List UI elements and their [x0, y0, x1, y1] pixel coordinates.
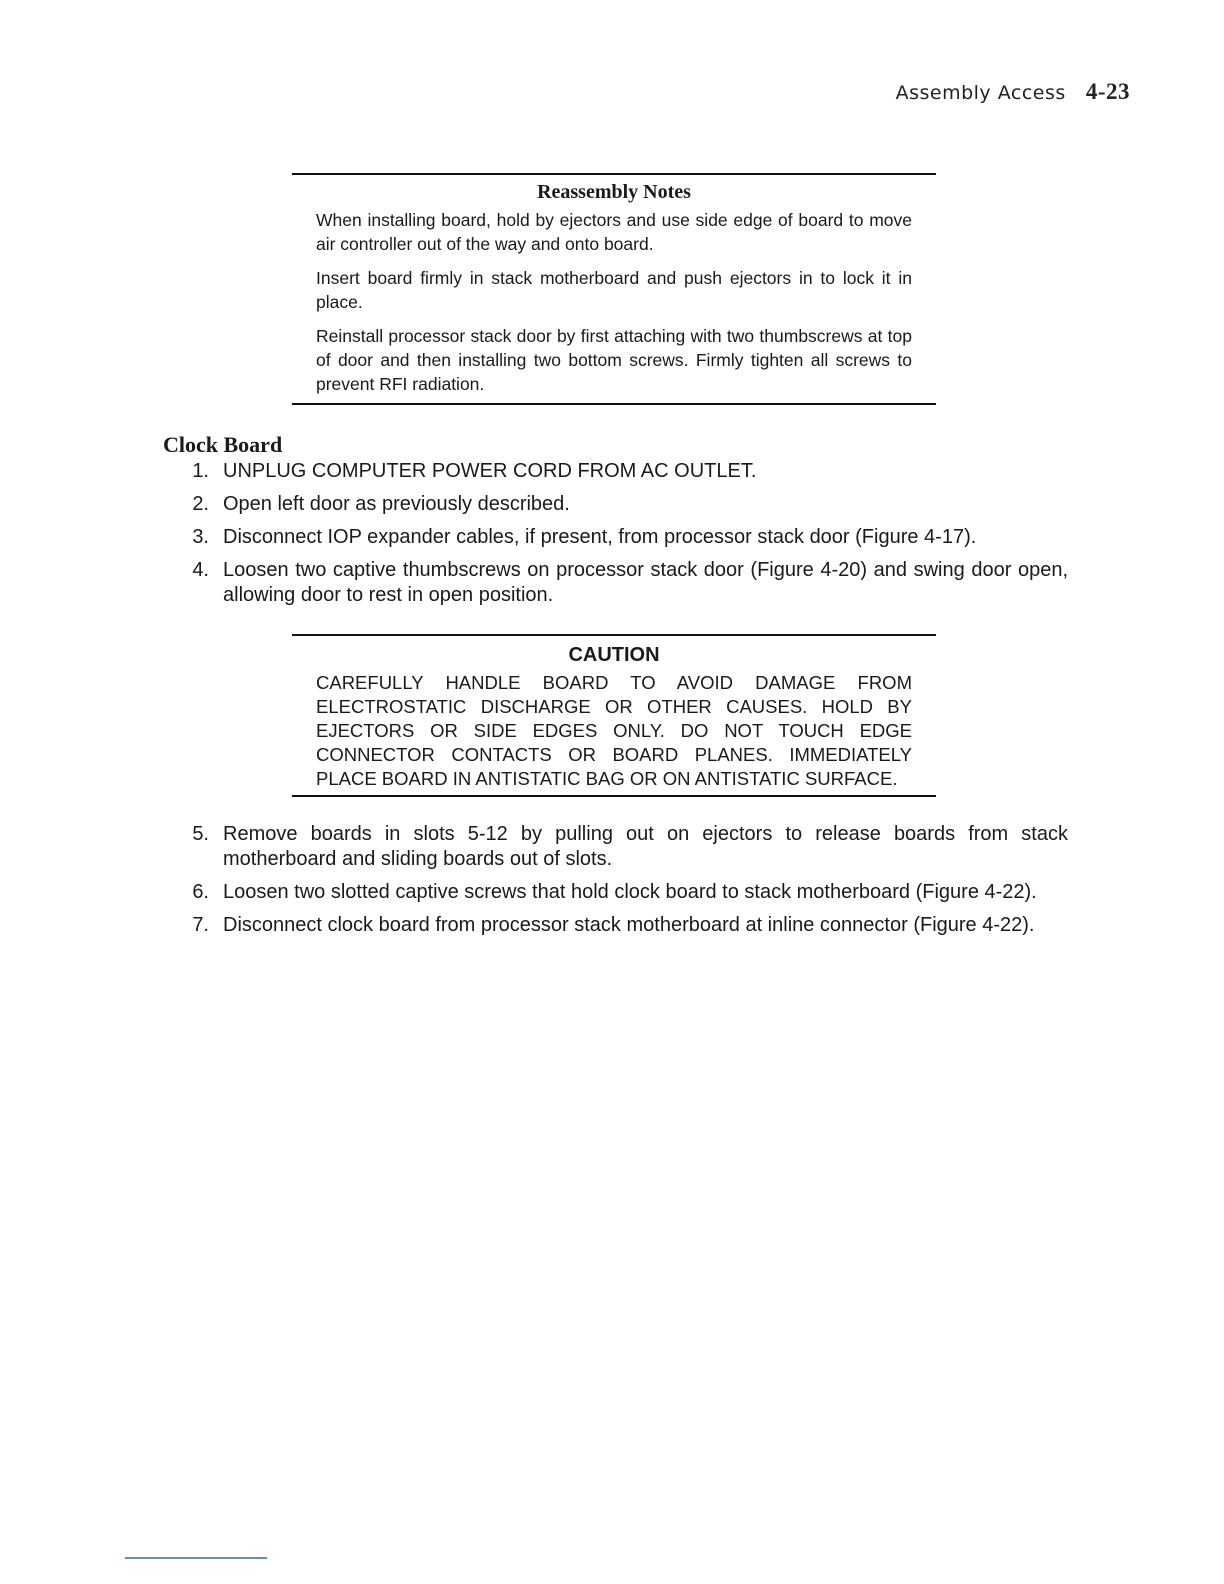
caution-title: CAUTION: [568, 644, 660, 666]
caution-text: CAREFULLY HANDLE BOARD TO AVOID DAMAGE FROM ELECTROSTATIC DISCHARGE OR OTHER CAUSES. HOLD BY EJECTORS OR SIDE EDGES ONLY. DO NOT TOUCH EDGE CONNECTOR CONTACTS OR BOARD PLANES. IMMEDIATELY PLACE BOARD IN ANTISTATIC BAG OR ON ANTISTATIC SURFACE.: [316, 672, 912, 789]
running-header-section: Assembly Access: [895, 82, 1066, 104]
step-text: Loosen two slotted captive screws that hold clock board to stack motherboard (Figure 4-22).: [223, 881, 1037, 903]
procedure-step: [163, 880, 1068, 905]
reassembly-note-paragraph: Reinstall processor stack door by first attaching with two thumbscrews at top of door and then installing two bottom screws. Firmly tighten all screws to prevent RFI radiation.: [316, 326, 912, 394]
page-number: 4-23: [1085, 79, 1130, 104]
page-header: [896, 79, 1130, 105]
procedure-steps-continued: [163, 822, 1068, 946]
procedure-step: [163, 525, 1068, 550]
step-text: UNPLUG COMPUTER POWER CORD FROM AC OUTLET.: [223, 460, 757, 482]
procedure-step: [163, 558, 1068, 608]
procedure-steps: [163, 459, 1068, 616]
reassembly-notes-box: [292, 173, 936, 405]
step-number: 5.: [192, 823, 209, 845]
section-heading: Clock Board: [163, 432, 283, 457]
step-text: Loosen two captive thumbscrews on processor stack door (Figure 4-20) and swing door open, allowing door to rest in open position.: [223, 559, 1068, 606]
procedure-step: [163, 822, 1068, 872]
step-number: 3.: [192, 526, 209, 548]
caution-box: [292, 634, 936, 797]
step-number: 2.: [192, 493, 209, 515]
step-text: Open left door as previously described.: [223, 493, 570, 515]
reassembly-note-paragraph: When installing board, hold by ejectors and use side edge of board to move air controller out of the way and onto board.: [316, 210, 912, 254]
footer-rule: [125, 1557, 267, 1559]
step-text: Disconnect IOP expander cables, if present, from processor stack door (Figure 4-17).: [223, 526, 977, 548]
procedure-step: [163, 459, 1068, 484]
reassembly-notes-title: Reassembly Notes: [537, 181, 691, 203]
procedure-step: [163, 492, 1068, 517]
step-number: 6.: [192, 881, 209, 903]
reassembly-note-paragraph: Insert board firmly in stack motherboard and push ejectors in to lock it in place.: [316, 268, 912, 312]
step-number: 7.: [192, 914, 209, 936]
step-text: Remove boards in slots 5-12 by pulling out on ejectors to release boards from stack motherboard and sliding boards out of slots.: [223, 823, 1068, 870]
procedure-step: [163, 913, 1068, 938]
step-text: Disconnect clock board from processor stack motherboard at inline connector (Figure 4-22).: [223, 914, 1035, 936]
step-number: 1.: [192, 460, 209, 482]
step-number: 4.: [192, 559, 209, 581]
